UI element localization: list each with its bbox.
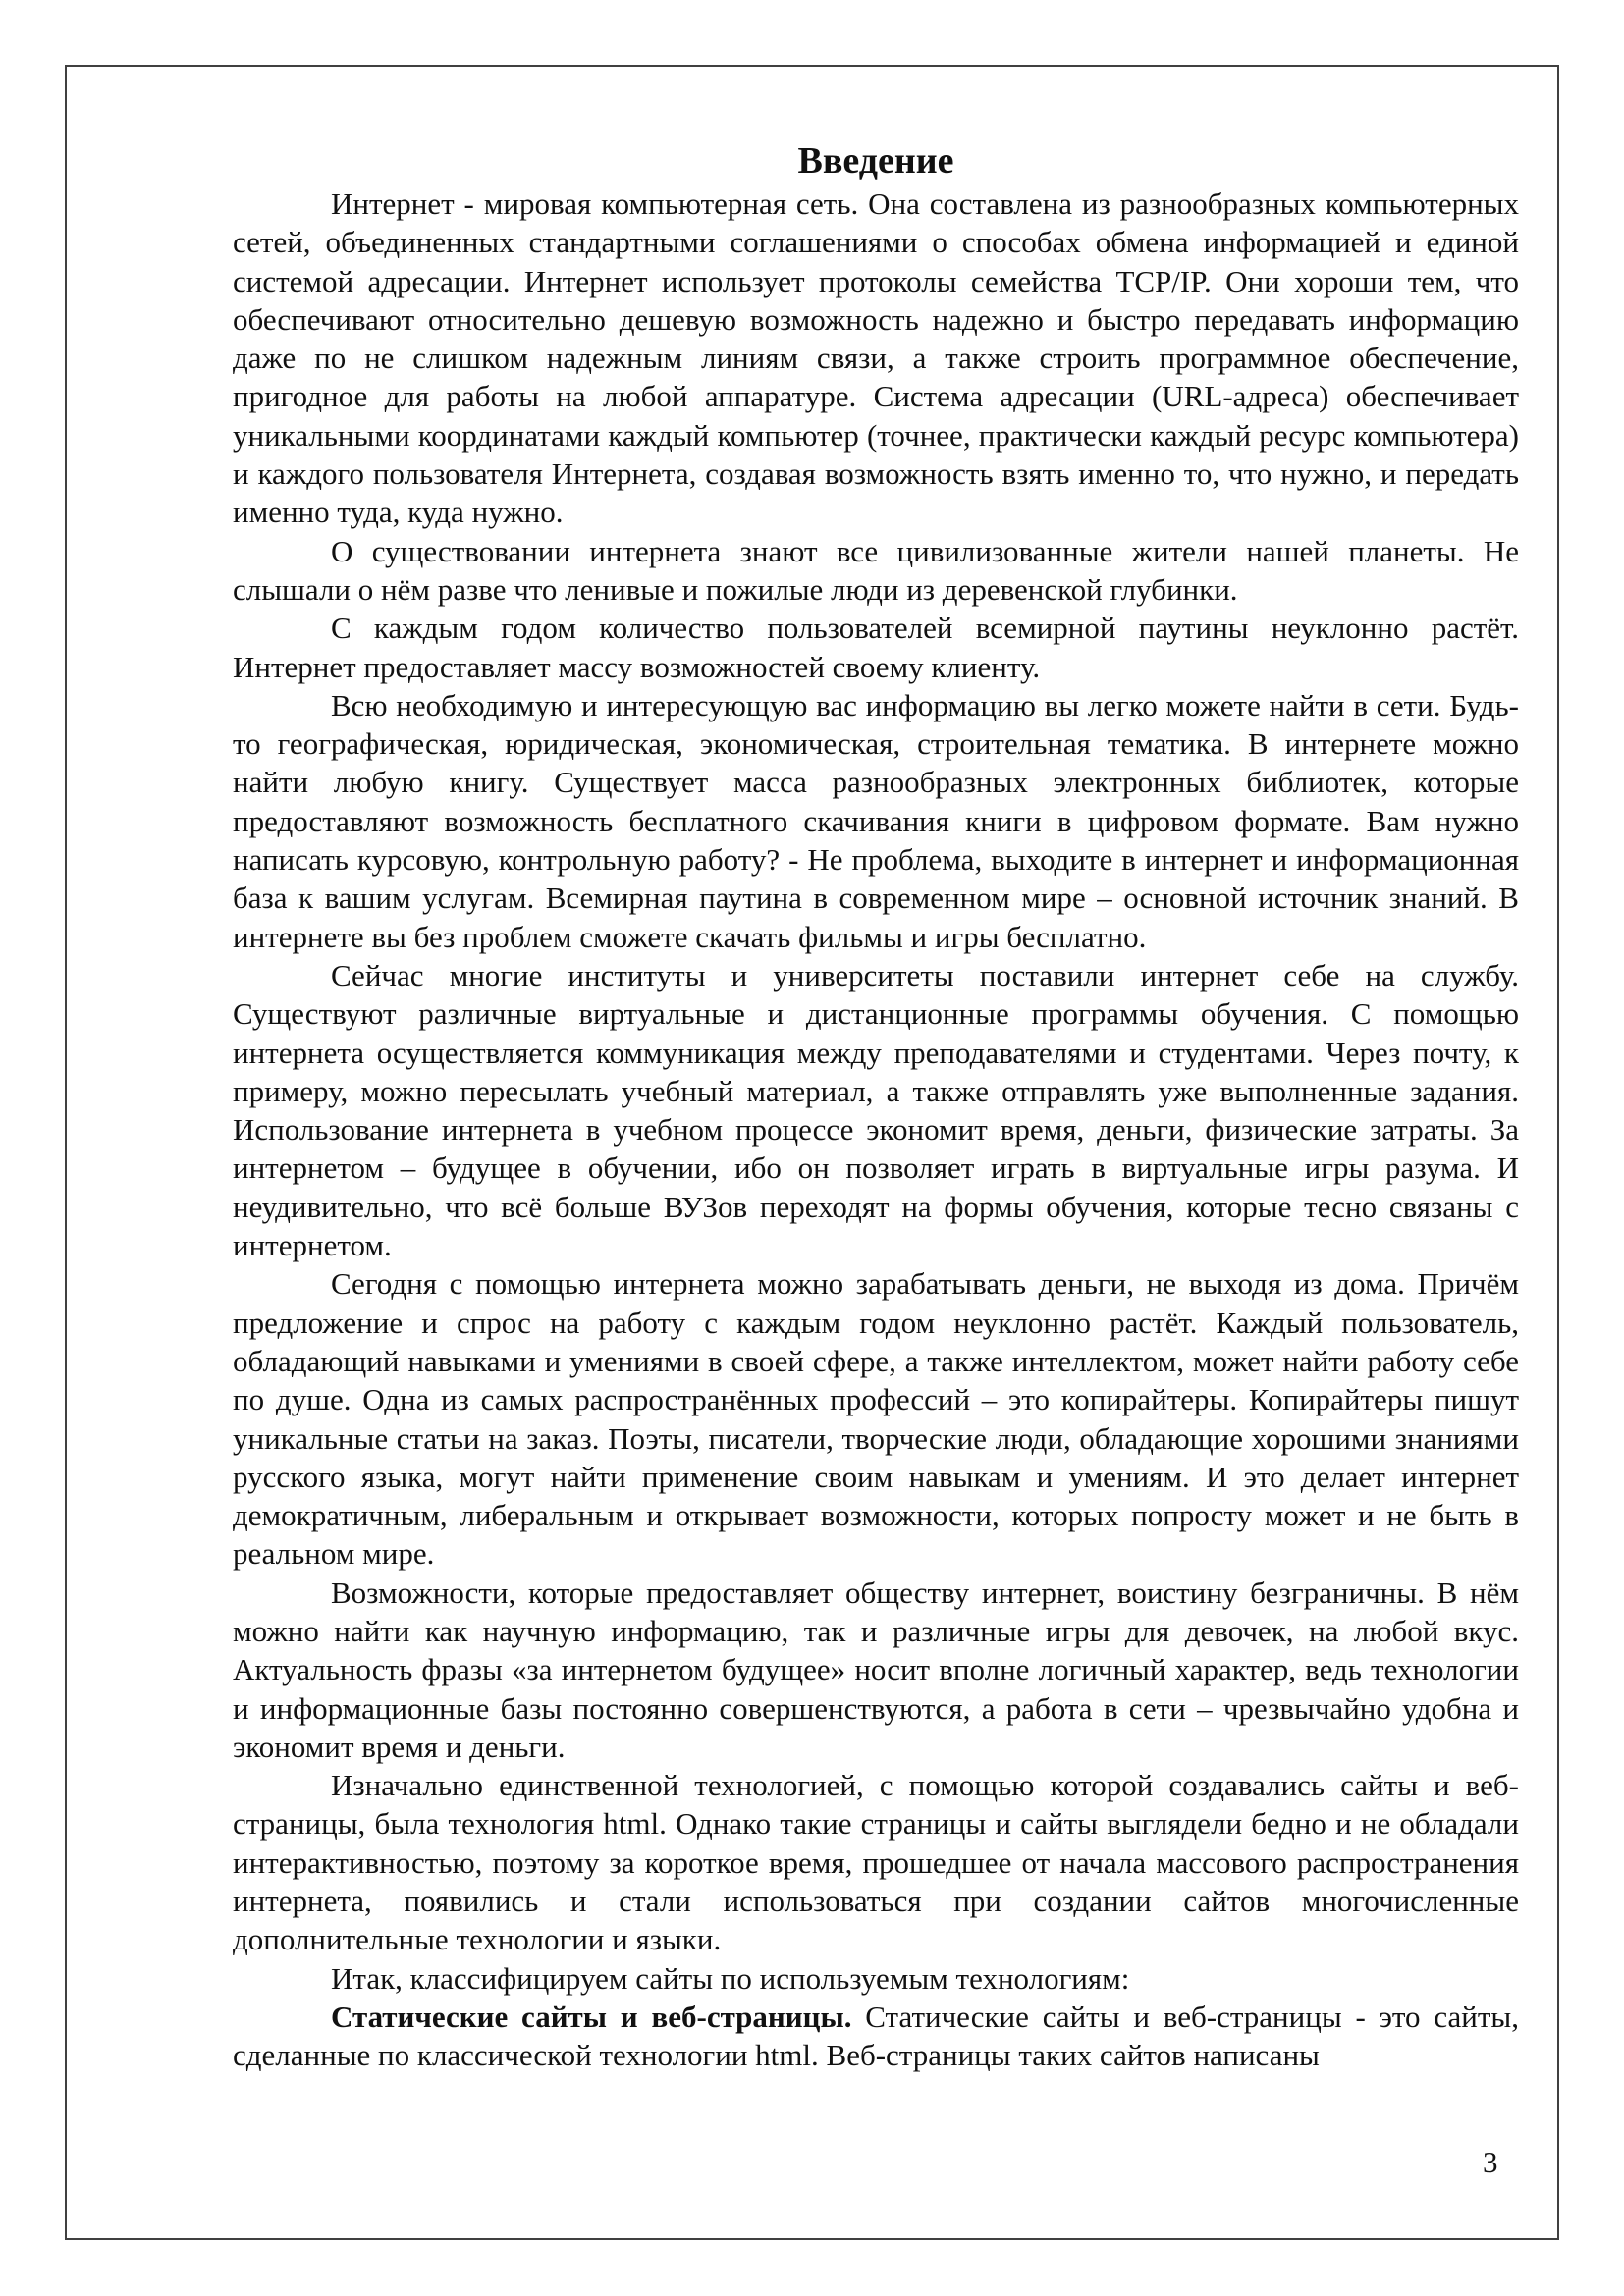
paragraph-6: Сегодня с помощью интернета можно зарабатывать деньги, не выходя из дома. Причём предложение и спрос на работу с каждым годом неуклонно растёт. Каждый пользователь, обладающий навыками и умениями в своей сфере, а также интеллектом, может найти работу себе по душе. Одна из самых распространённых профессий – это копирайтеры. Копирайтеры пишут уникальные статьи на заказ. Поэты, писатели, творческие люди, обладающие хорошими знаниями русского языка, могут найти применение своим навыкам и умениям. И это делает интернет демократичным, либеральным и открывает возможности, которых попросту может и не быть в реальном мире. xyxy=(233,1266,1519,1572)
paragraph-10-bold-lead: Статические сайты и веб-страницы. xyxy=(331,1999,852,2034)
paragraph-2: О существовании интернета знают все цивилизованные жители нашей планеты. Не слышали о нём разве что ленивые и пожилые люди из деревенской глубинки. xyxy=(233,533,1519,607)
paragraph-8: Изначально единственной технологией, с помощью которой создавались сайты и веб-страницы, была технология html. Однако такие страницы и сайты выглядели бедно и не обладали интерактивностью, поэтому за короткое время, прошедшее от начала массового распространения интернета, появились и стали использоваться при создании сайтов многочисленные дополнительные технологии и языки. xyxy=(233,1768,1519,1957)
paragraph-7: Возможности, которые предоставляет обществу интернет, воистину безграничны. В нём можно найти как научную информацию, так и различные игры для девочек, на любой вкус. Актуальность фразы «за интернетом будущее» носит вполне логичный характер, ведь технологии и информационные базы постоянно совершенствуются, а работа в сети – чрезвычайно удобна и экономит время и деньги. xyxy=(233,1575,1519,1764)
document-body xyxy=(233,137,1519,2075)
paragraph-10-text: Статические сайты и веб-страницы - это сайты, сделанные по классической технологии html. Веб-страницы таких сайтов написаны xyxy=(233,1999,1519,2073)
document-title: Введение xyxy=(797,140,954,182)
paragraph-5: Сейчас многие институты и университеты поставили интернет себе на службу. Существуют различные виртуальные и дистанционные программы обучения. С помощью интернета осуществляется коммуникация между преподавателями и студентами. Через почту, к примеру, можно пересылать учебный материал, а также отправлять уже выполненные задания. Использование интернета в учебном процессе экономит время, деньги, физические затраты. За интернетом – будущее в обучении, ибо он позволяет играть в виртуальные игры разума. И неудивительно, что всё больше ВУЗов переходят на формы обучения, которые тесно связаны с интернетом. xyxy=(233,957,1519,1263)
paragraph-10 xyxy=(233,1998,1519,2075)
paragraph-9: Итак, классифицируем сайты по используемым технологиям: xyxy=(331,1960,1130,1996)
page-number: 3 xyxy=(1483,2145,1498,2179)
paragraph-4: Всю необходимую и интересующую вас информацию вы легко можете найти в сети. Будь-то географическая, юридическая, экономическая, строительная тематика. В интернете можно найти любую книгу. Существует масса разнообразных электронных библиотек, которые предоставляют возможность бесплатного скачивания книги в цифровом формате. Вам нужно написать курсовую, контрольную работу? - Не проблема, выходите в интернет и информационная база к вашим услугам. Всемирная паутина в современном мире – основной источник знаний. В интернете вы без проблем сможете скачать фильмы и игры бесплатно. xyxy=(233,687,1519,954)
paragraph-1: Интернет - мировая компьютерная сеть. Она составлена из разнообразных компьютерных сетей, объединенных стандартными соглашениями о способах обмена информацией и единой системой адресации. Интернет использует протоколы семейства TCP/IP. Они хороши тем, что обеспечивают относительно дешевую возможность надежно и быстро передавать информацию даже по не слишком надежным линиям связи, а также строить программное обеспечение, пригодное для работы на любой аппаратуре. Система адресации (URL-адреса) обеспечивает уникальными координатами каждый компьютер (точнее, практически каждый ресурс компьютера) и каждого пользователя Интернета, создавая возможность взять именно то, что нужно, и передать именно туда, куда нужно. xyxy=(233,187,1519,530)
paragraph-3: С каждым годом количество пользователей всемирной паутины неуклонно растёт. Интернет предоставляет массу возможностей своему клиенту. xyxy=(233,611,1519,684)
